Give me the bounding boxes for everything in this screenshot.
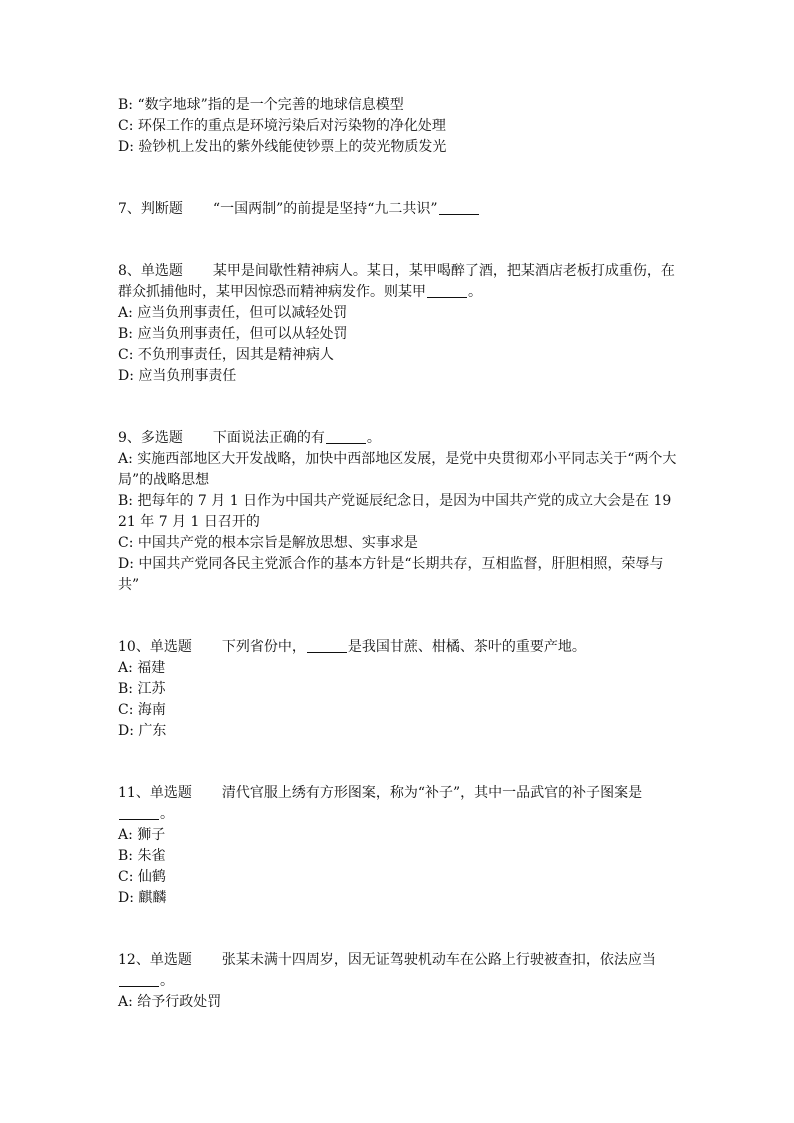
- question-text-end: 。: [366, 430, 381, 446]
- answer-blank: [119, 805, 159, 820]
- question-text: 张某未满十四周岁，因无证驾驶机动车在公路上行驶被查扣，依法应当: [221, 952, 656, 968]
- question-text: 某甲是间歇性精神病人。某日，某甲喝醉了酒，把某酒店老板打成重伤，在群众抓捕他时，某甲因惊恐而精神病发作。则某甲: [118, 263, 675, 300]
- option-b: B: “数字地球”指的是一个完善的地球信息模型: [118, 97, 404, 113]
- question-number: 9、多选题: [118, 430, 183, 446]
- question-8: [118, 261, 678, 387]
- exam-page: [118, 95, 678, 1013]
- option-d: D: 麒麟: [118, 890, 167, 906]
- question-12: [118, 950, 678, 1013]
- question-stem: [118, 783, 678, 825]
- spacer: [118, 909, 678, 950]
- answer-blank: [427, 283, 467, 298]
- question-stem: [118, 428, 678, 449]
- option-a: A: 福建: [118, 660, 166, 676]
- question-7: [118, 199, 678, 220]
- question-number: 8、单选题: [118, 263, 183, 279]
- question-6-options: [118, 95, 678, 158]
- spacer: [118, 742, 678, 783]
- question-number: 10、单选题: [118, 639, 192, 655]
- question-stem: [118, 637, 678, 658]
- question-text-end: 。: [468, 284, 482, 300]
- question-text-end: 是我国甘蔗、柑橘、茶叶的重要产地。: [347, 639, 586, 655]
- answer-blank: [326, 429, 366, 444]
- spacer: [118, 158, 678, 199]
- option-c: C: 仙鹤: [118, 869, 166, 885]
- question-text: “一国两制”的前提是坚持“九二共识”: [212, 201, 438, 217]
- option-a: A: 给予行政处罚: [118, 994, 222, 1010]
- question-text-end: 。: [160, 806, 174, 822]
- option-b: B: 江苏: [118, 681, 166, 697]
- option-d: D: 验钞机上发出的紫外线能使钞票上的荧光物质发光: [118, 139, 447, 155]
- question-text: 下面说法正确的有: [212, 430, 325, 446]
- question-number: 12、单选题: [118, 952, 192, 968]
- question-11: [118, 783, 678, 909]
- option-c: C: 环保工作的重点是环境污染后对污染物的净化处理: [118, 118, 446, 134]
- spacer: [118, 596, 678, 637]
- option-a: A: 应当负刑事责任，但可以减轻处罚: [118, 305, 348, 321]
- question-text-end: 。: [160, 973, 174, 989]
- question-number: 7、判断题: [118, 201, 183, 217]
- answer-blank: [439, 200, 479, 215]
- question-9: [118, 428, 678, 596]
- option-c: C: 中国共产党的根本宗旨是解放思想、实事求是: [118, 535, 418, 551]
- spacer: [118, 387, 678, 428]
- option-c: C: 海南: [118, 702, 166, 718]
- question-text: 下列省份中，: [221, 639, 306, 655]
- option-d: D: 广东: [118, 723, 167, 739]
- question-10: [118, 637, 678, 742]
- question-stem: [118, 199, 678, 220]
- option-b: B: 把每年的 7 月 1 日作为中国共产党诞辰纪念日，是因为中国共产党的成立大会是在 1921 年 7 月 1 日召开的: [118, 493, 672, 530]
- question-stem: [118, 261, 678, 303]
- question-number: 11、单选题: [118, 785, 192, 801]
- option-b: B: 应当负刑事责任，但可以从轻处罚: [118, 326, 348, 342]
- spacer: [118, 220, 678, 261]
- option-b: B: 朱雀: [118, 848, 166, 864]
- question-text: 清代官服上绣有方形图案，称为“补子”，其中一品武官的补子图案是: [221, 785, 643, 801]
- option-a: A: 实施西部地区大开发战略，加快中西部地区发展，是党中央贯彻邓小平同志关于“两个大局”的战略思想: [118, 451, 677, 488]
- answer-blank: [119, 972, 159, 987]
- answer-blank: [307, 638, 347, 653]
- option-c: C: 不负刑事责任，因其是精神病人: [118, 347, 334, 363]
- question-stem: [118, 950, 678, 992]
- option-d: D: 中国共产党同各民主党派合作的基本方针是“长期共存，互相监督，肝胆相照，荣辱与共”: [118, 556, 664, 593]
- option-d: D: 应当负刑事责任: [118, 368, 237, 384]
- option-a: A: 狮子: [118, 827, 166, 843]
